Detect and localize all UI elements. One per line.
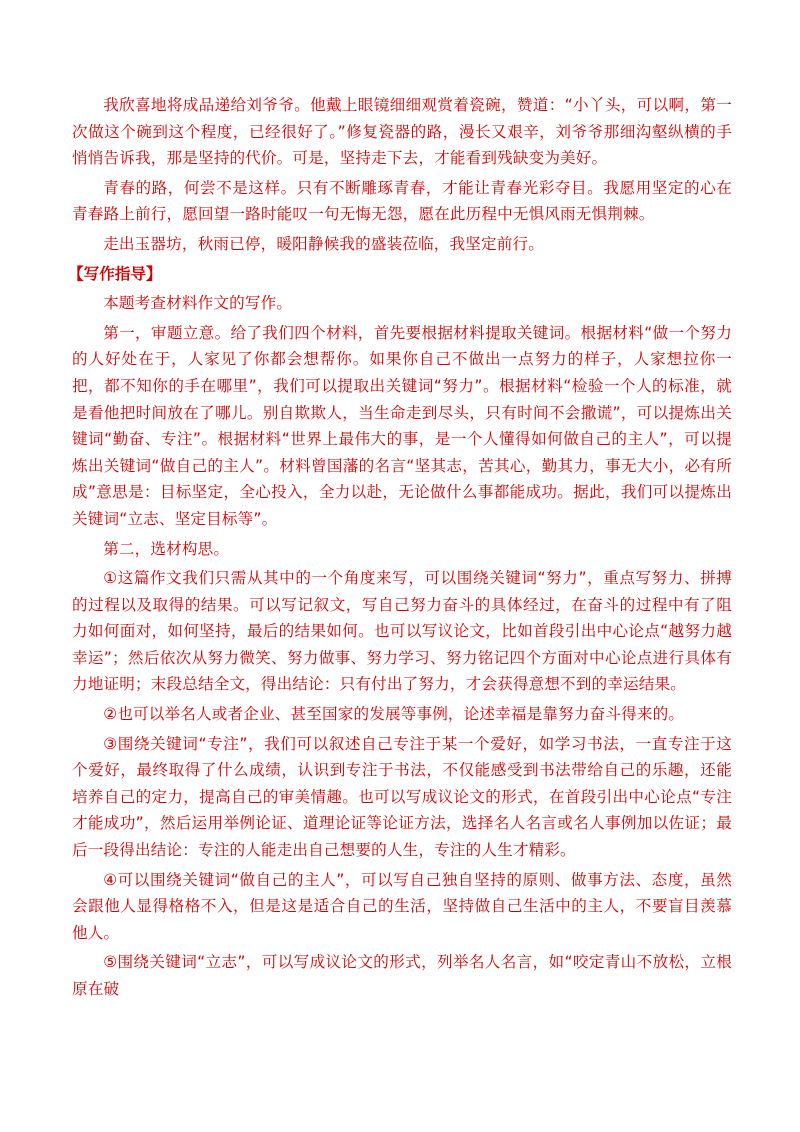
document-page: [68, 92, 732, 1003]
guide-paragraph-material: 第二，选材构思。: [103, 539, 230, 558]
guide-paragraph-point-2: ②也可以举名人或者企业、甚至国家的发展等事例，论述幸福是靠努力奋斗得来的。: [103, 705, 685, 724]
guide-paragraph-point-3: ③围绕关键词“专注”，我们可以叙述自己专注于某一个爱好，如学习书法，一直专注于这个爱好，最终取得了什么成绩，认识到专注于书法，不仅能感受到书法带给自己的乐趣，还能培养自己的定力，提高自己的审美情趣。也可以写成议论文的形式，在首段引出中心论点“专注才能成功”，然后运用举例论证、道理论证等论证方法，选择名人名言或名人事例加以佐证；最后一段得出结论：专注的人能走出自己想要的人生，专注的人生才精彩。: [72, 734, 732, 860]
guide-paragraph-point-5: ⑤围绕关键词“立志”，可以写成议论文的形式，列举名人名言，如“咬定青山不放松，立根原在破: [72, 953, 732, 998]
guide-paragraph-theme: 第一，审题立意。给了我们四个材料，首先要根据材料提取关键词。根据材料“做一个努力的人好处在于，人家见了你都会想帮你。如果你自己不做出一点努力的样子，人家想拉你一把，都不知你的手在哪里”，我们可以提取出关键词“努力”。根据材料“检验一个人的标准，就是看他把时间放在了哪儿。别自欺欺人，当生命走到尽头，只有时间不会撒谎”，可以提炼出关键词“勤奋、专注”。根据材料“世界上最伟大的事，是一个人懂得如何做自己的主人”，可以提炼出关键词“做自己的主人”。材料曾国藩的名言“坚其志，苦其心，勤其力，事无大小，必有所成”意思是：目标坚定，全心投入，全力以赴，无论做什么事都能成功。据此，我们可以提炼出关键词“立志、坚定目标等”。: [72, 323, 732, 528]
story-paragraph-2: 青春的路，何尝不是这样。只有不断雕琢青春，才能让青春光彩夺目。我愿用坚定的心在青春路上前行，愿回望一路时能叹一句无悔无怨，愿在此历程中无惧风雨无惧荆棘。: [72, 178, 732, 224]
writing-guide-heading: 【写作指导】: [68, 264, 162, 283]
guide-paragraph-point-4: ④可以围绕关键词“做自己的主人”，可以写自己独自坚持的原则、做事方法、态度，虽然会跟他人显得格格不入，但是这是适合自己的生活，坚持做自己生活中的主人，不要盲目羡慕他人。: [72, 870, 732, 942]
guide-paragraph-intro: 本题考查材料作文的写作。: [103, 294, 293, 313]
guide-paragraph-point-1: ①这篇作文我们只需从其中的一个角度来写，可以围绕关键词“努力”，重点写努力、拼搏的过程以及取得的结果。可以写记叙文，写自己努力奋斗的具体经过，在奋斗的过程中有了阻力如何面对，如何坚持，最后的结果如何。也可以写议论文，比如首段引出中心论点“越努力越幸运”；然后依次从努力微笑、努力做事、努力学习、努力铭记四个方面对中心论点进行具体有力地证明；末段总结全文，得出结论：只有付出了努力，才会获得意想不到的幸运结果。: [72, 569, 732, 694]
story-paragraph-3: 走出玉器坊，秋雨已停，暖阳静候我的盛装莅临，我坚定前行。: [103, 234, 545, 253]
story-paragraph-1: 我欣喜地将成品递给刘爷爷。他戴上眼镜细细观赏着瓷碗，赞道：“小丫头，可以啊，第一次做这个碗到这个程度，已经很好了。”修复瓷器的路，漫长又艰辛，刘爷爷那细沟壑纵横的手悄悄告诉我，那是坚持的代价。可是，坚持走下去，才能看到残缺变为美好。: [72, 96, 732, 168]
